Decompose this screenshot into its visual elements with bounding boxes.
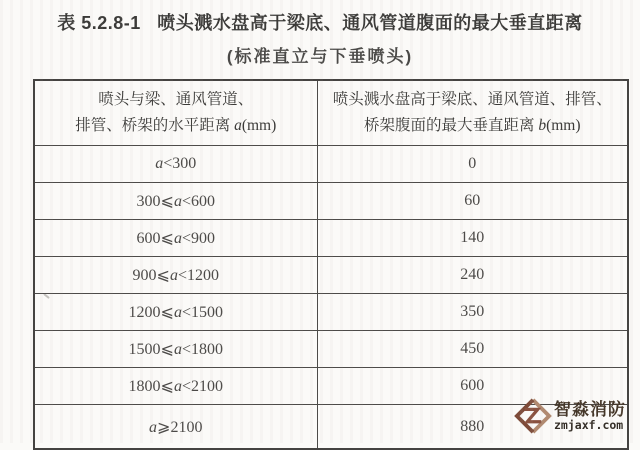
- watermark-site: zmjaxf.com: [554, 417, 624, 432]
- var-a: a: [169, 267, 178, 284]
- zhimiao-diamond-logo-icon: [514, 397, 552, 435]
- header-col2-line1: 喷头溅水盘高于梁底、通风管道、排管、: [332, 90, 612, 108]
- value-cell: 0: [317, 146, 628, 183]
- header-col1-line1: 喷头与梁、通风管道、: [98, 90, 254, 108]
- watermark-text: [554, 401, 626, 432]
- var-a: a: [155, 155, 164, 172]
- range-cell: 900⩽a<1200: [34, 257, 317, 294]
- value-cell: 350: [317, 294, 628, 331]
- table-title: 表 5.2.8-1 喷头溅水盘高于梁底、通风管道腹面的最大垂直距离: [57, 13, 583, 33]
- watermark: [514, 397, 626, 435]
- range-cell: 600⩽a<900: [34, 220, 317, 257]
- range-cell: 1500⩽a<1800: [34, 331, 317, 368]
- var-a: a: [234, 117, 242, 134]
- range-cell: 300⩽a<600: [34, 183, 317, 220]
- table-row: [34, 146, 628, 183]
- value-cell: 240: [317, 257, 628, 294]
- var-a: a: [173, 378, 182, 395]
- range-cell: a⩾2100: [34, 405, 317, 450]
- table-row: [34, 220, 628, 257]
- unit-col1: (mm): [241, 117, 277, 134]
- range-cell: 1800⩽a<2100: [34, 368, 317, 405]
- header-vertical-distance: [317, 80, 628, 146]
- table-row: [34, 183, 628, 220]
- var-a: a: [173, 304, 182, 321]
- table-row: [34, 257, 628, 294]
- var-a: a: [173, 193, 182, 210]
- var-a: a: [173, 230, 182, 247]
- watermark-brand: 智淼消防: [554, 399, 626, 419]
- value-cell: 880: [317, 405, 628, 450]
- var-a: a: [173, 341, 182, 358]
- header-col1-line2: 排管、桥架的水平距离: [75, 117, 231, 134]
- header-col2-line2: 桥架腹面的最大垂直距离: [363, 117, 535, 134]
- value-cell: 60: [317, 183, 628, 220]
- value-cell: 600: [317, 368, 628, 405]
- table-subtitle: (标准直立与下垂喷头): [226, 47, 414, 66]
- table-row: [34, 294, 628, 331]
- header-horizontal-distance: [34, 80, 317, 146]
- var-a: a: [149, 418, 158, 436]
- value-cell: 140: [317, 220, 628, 257]
- value-cell: 450: [317, 331, 628, 368]
- range-cell: 1200⩽a<1500: [34, 294, 317, 331]
- header-row: [34, 80, 628, 146]
- var-b: b: [538, 117, 547, 134]
- table-row: [34, 331, 628, 368]
- unit-col2: (mm): [546, 117, 581, 134]
- range-cell: a<300: [34, 146, 317, 183]
- spec-table: [33, 79, 629, 450]
